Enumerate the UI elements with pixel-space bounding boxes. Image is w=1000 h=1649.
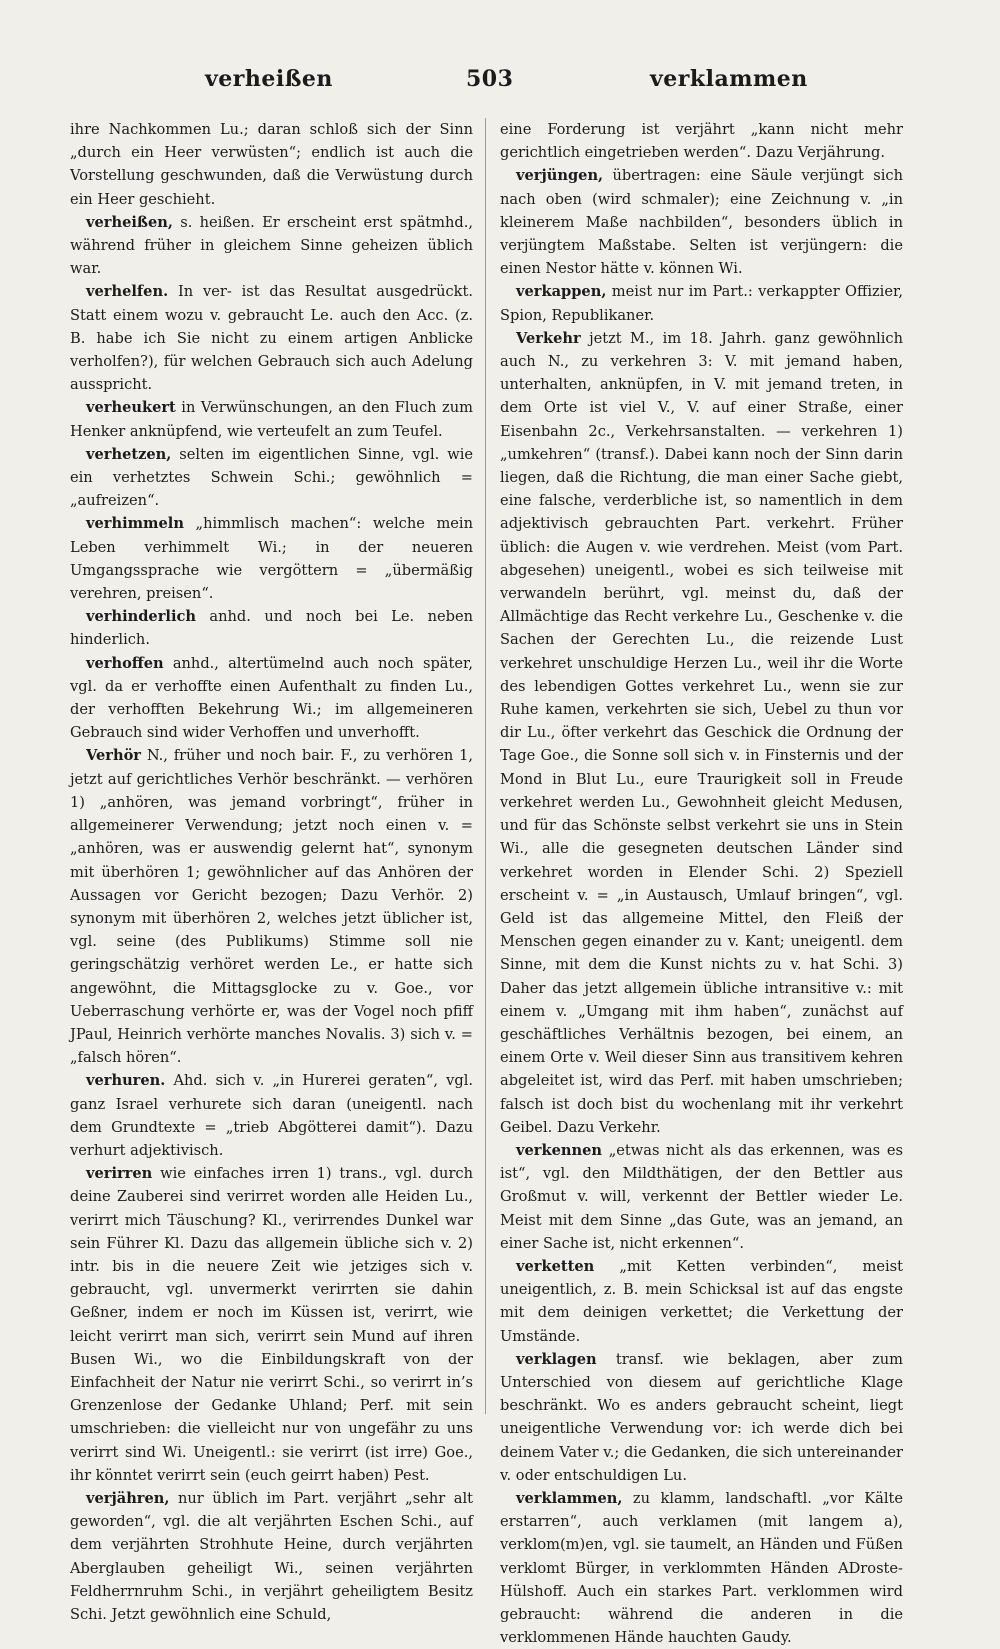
entry-text: „himmlisch machen“: welche mein Leben verhimmelt Wi.; in der neueren Umgangssprache wie vergöttern = „übermäßig verehren, preisen“. [70,515,473,603]
entry-lemma: Verkehr [516,329,581,347]
dictionary-entry [70,1487,473,1626]
left-column [70,118,473,1626]
entry-text: nur üblich im Part. verjährt „sehr alt geworden“, vgl. die alt verjährten Eschen Schi., auf dem verjährten Strohhute Heine, durch verjährten Aberglauben geheiligt Wi., seinen verjährten Feldherrnruhm Schi., in verjährt geheiligtem Besitz Schi. Jetzt gewöhnlich eine Schuld, [70,1489,473,1623]
dictionary-entry [500,1348,903,1487]
entry-lemma: verkappen, [516,283,607,301]
right-column [500,118,903,1649]
entry-text: in Verwünschungen, an den Fluch zum Henker anknüpfend, wie verteufelt an zum Teufel. [70,399,473,440]
column-divider [485,118,486,1414]
page-header [0,66,1000,100]
entry-text: meist nur im Part.: verkappter Offizier, Spion, Republikaner. [500,283,903,324]
dictionary-entry [500,280,903,326]
entry-lemma: verjähren, [86,1489,170,1507]
entry-text: N., früher und noch bair. F., zu verhören 1, jetzt auf gerichtliches Verhör beschränkt. — verhören 1) „anhören, was jemand vorbringt“, früher in allgemeinerer Verwendung; jetzt noch einen v. = „anhören, was er auswendig gelernt hat“, synonym mit überhören 1; gewöhnlicher auf das Anhören der Aussagen vor Gericht bezogen; Dazu Verhör. 2) synonym mit überhören 2, welches jetzt üblicher ist, vgl. seine (des Publikums) Stimme soll nie geringschätzig verhöret werden Le., er hatte sich angewöhnt, die Mittagsglocke zu v. Goe., vor Ueberraschung verhörte er, was der Vogel noch pfiff JPaul, Heinrich verhörte manches Novalis. 3) sich v. = „falsch hören“. [70,747,474,1067]
entry-text: anhd., altertümelnd auch noch später, vgl. da er verhoffte einen Aufenthalt zu finden Lu., der verhofften Bekehrung Wi.; im allgemeineren Gebrauch sind wider Verhoffen und unverhofft. [70,654,474,742]
dictionary-entry [70,512,473,605]
entry-text: übertragen: eine Säule verjüngt sich nach oben (wird schmaler); eine Zeichnung v. „in kleinerem Maße nachbilden“, besonders üblich in verjüngtem Maßstabe. Selten ist verjüngern: die einen Nestor hätte v. können Wi. [500,167,904,278]
entry-text: wie einfaches irren 1) trans., vgl. durch deine Zauberei sind verirret worden alle Heiden Lu., verirrt mich Täuschung? Kl., verirrendes Dunkel war sein Führer Kl. Dazu das allgemein übliche sich v. 2) intr. bis in die neuere Zeit wie jetziges sich v. gebraucht, vgl. unvermerkt verirrten sie dahin Geßner, indem er noch im Küssen ist, verirrt, wie leicht verirrt man sich, verirrt sein Mund auf ihren Busen Wi., wo die Einbildungskraft von der Einfachheit der Natur nie verirrt Schi., so verirrt in’s Grenzenlose der Gedanke Uhland; Perf. mit sein umschrieben: die vielleicht nur von ungefähr zu uns verirrt sind Wi. Uneigentl.: sie verirrt (ist irre) Goe., ihr könntet verirrt sein (euch geirrt haben) Pest. [70,1165,473,1484]
dictionary-entry [70,280,473,396]
entry-lemma: verheißen, [86,213,173,231]
entry-text: eine Forderung ist verjährt „kann nicht mehr gerichtlich eingetrieben werden“. Dazu Verjährung. [500,121,903,162]
entry-text: Ahd. sich v. „in Hurerei geraten“, vgl. ganz Israel verhurete sich daran (uneigentl. nach dem Grundtexte = „trieb Abgötterei damit“). Dazu verhurt adjektivisch. [70,1072,474,1159]
dictionary-entry [70,652,473,745]
dictionary-entry [70,443,473,513]
entry-text: In ver- ist das Resultat ausgedrückt. Statt einem wozu v. gebraucht Le. auch den Acc. (z. B. habe ich Sie nicht zu einem artigen Anblicke verholfen?), für welchen Gebrauch sich auch Adelung ausspricht. [70,283,473,394]
entry-text: jetzt M., im 18. Jahrh. ganz gewöhnlich auch N., zu verkehren 3: V. mit jemand haben, unterhalten, anknüpfen, in V. mit jemand treten, in dem Orte ist viel V., V. auf einer Straße, einer Eisenbahn 2c., Verkehrsanstalten. — verkehren 1) „umkehren“ (transf.). Dabei kann noch der Sinn darin liegen, daß die Richtung, die man einer Sache giebt, eine falsche, verderbliche ist, so namentlich in dem adjektivisch gebrauchten Part. verkehrt. Früher üblich: die Augen v. wie verdrehen. Meist (vom Part. abgesehen) uneigentl., wobei es sich teilweise mit verwandeln berührt, vgl. meinst du, daß der Allmächtige das Recht verkehre Lu., Geschenke v. die Sachen der Gerechten Lu., die reizende Lust verkehret unschuldige Herzen Lu., weil ihr die Worte des lebendigen Gottes verkehret Lu., wenn sie zur Ruhe kamen, verkehrten sie sich, Uebel zu thun vor dir Lu., öfter verkehrt das Geschick die Ordnung der Tage Goe., die Sonne soll sich v. in Finsternis und der Mond in Blut Lu., eure Traurigkeit soll in Freude verkehret werden Lu., Gewohnheit gleicht Medusen, und für das Schönste selbst verkehrt sie uns in Stein Wi., alle die gesegneten deutschen Länder sind verkehret worden in Elender Schi. 2) Speziell erscheint v. = „in Austausch, Umlauf bringen“, vgl. Geld ist das allgemeine Mittel, den Fleiß der Menschen gegen einander zu v. Kant; uneigentl. dem Sinne, mit dem die Kunst nichts zu v. hat Schi. 3) Daher das jetzt allgemein übliche intransitive v.: mit einem v. „Umgang mit ihm haben“, zunächst auf geschäftliches Verhältnis bezogen, bei einem, an einem Orte v. Weil dieser Sinn aus transitivem kehren abgeleitet ist, wird das Perf. mit haben umschrieben; falsch ist doch bist du wochenlang mit ihr verkehrt Geibel. Dazu Verkehr. [500,329,904,1136]
entry-text: „etwas nicht als das erkennen, was es ist“, vgl. den Mildthätigen, der den Bettler aus Großmut v. will, verkennt der Bettler wieder Le. Meist mit dem Sinne „das Gute, was an jemand, an einer Sache ist, nicht erkennen“. [500,1141,903,1252]
entry-lemma: verklammen, [516,1489,623,1507]
dictionary-entry [70,118,473,211]
entry-text: ihre Nachkommen Lu.; daran schloß sich der Sinn „durch ein Heer verwüsten“; endlich ist auch die Vorstellung geschwunden, daß die Verwüstung durch ein Heer geschieht. [70,121,473,208]
dictionary-entry [500,1255,903,1348]
entry-lemma: verkennen [516,1141,602,1159]
entry-lemma: verhoffen [86,654,164,672]
entry-lemma: verhetzen, [86,445,172,463]
dictionary-entry [70,396,473,442]
entry-lemma: verhuren. [86,1072,166,1090]
dictionary-entry [500,118,903,164]
dictionary-entry [500,1487,903,1649]
left-running-headword: verheißen [205,66,333,92]
entry-lemma: verketten [516,1257,595,1275]
entry-lemma: verheukert [86,399,176,417]
entry-text: zu klamm, landschaftl. „vor Kälte erstarren“, auch verklamen (mit langem a), verklom(m)en, vgl. sie taumelt, an Händen und Füßen verklomt Bürger, in verklommten Händen ADroste-Hülshoff. Auch ein starkes Part. verklommen wird gebraucht: während die anderen in die verklommenen Hände hauchten Gaudy. [500,1489,903,1647]
dictionary-entry [70,1162,473,1487]
dictionary-entry [70,1069,473,1162]
entry-text: „mit Ketten verbinden“, meist uneigentlich, z. B. mein Schicksal ist auf das engste mit dem deinigen verkettet; die Verkettung der Umstände. [500,1257,903,1345]
dictionary-entry [500,164,903,280]
entry-text: s. heißen. Er erscheint erst spätmhd., während früher in gleichem Sinne geheizen üblich war. [70,213,473,278]
page-number: 503 [466,66,514,92]
dictionary-entry [500,1139,903,1255]
entry-lemma: verhimmeln [86,515,184,533]
entry-lemma: Verhör [86,747,141,765]
entry-lemma: verhelfen. [86,283,169,301]
entry-text: transf. wie beklagen, aber zum Unterschied von diesem auf gerichtliche Klage beschränkt. Wo es anders gebraucht scheint, liegt uneigentliche Verwendung vor: ich werde dich bei deinem Vater v.; die Gedanken, die sich untereinander v. oder entschuldigen Lu. [500,1350,904,1484]
entry-text: anhd. und noch bei Le. neben hinderlich. [70,608,473,649]
right-running-headword: verklammen [650,66,808,92]
entry-text: selten im eigentlichen Sinne, vgl. wie ein verhetztes Schwein Schi.; gewöhnlich = „aufreizen“. [70,445,473,510]
dictionary-entry [500,327,903,1139]
entry-lemma: verirren [86,1165,153,1183]
entry-lemma: verhinderlich [86,608,196,626]
dictionary-entry [70,744,473,1069]
dictionary-entry [70,605,473,651]
entry-lemma: verklagen [516,1350,597,1368]
entry-lemma: verjüngen, [516,167,604,185]
dictionary-entry [70,211,473,281]
